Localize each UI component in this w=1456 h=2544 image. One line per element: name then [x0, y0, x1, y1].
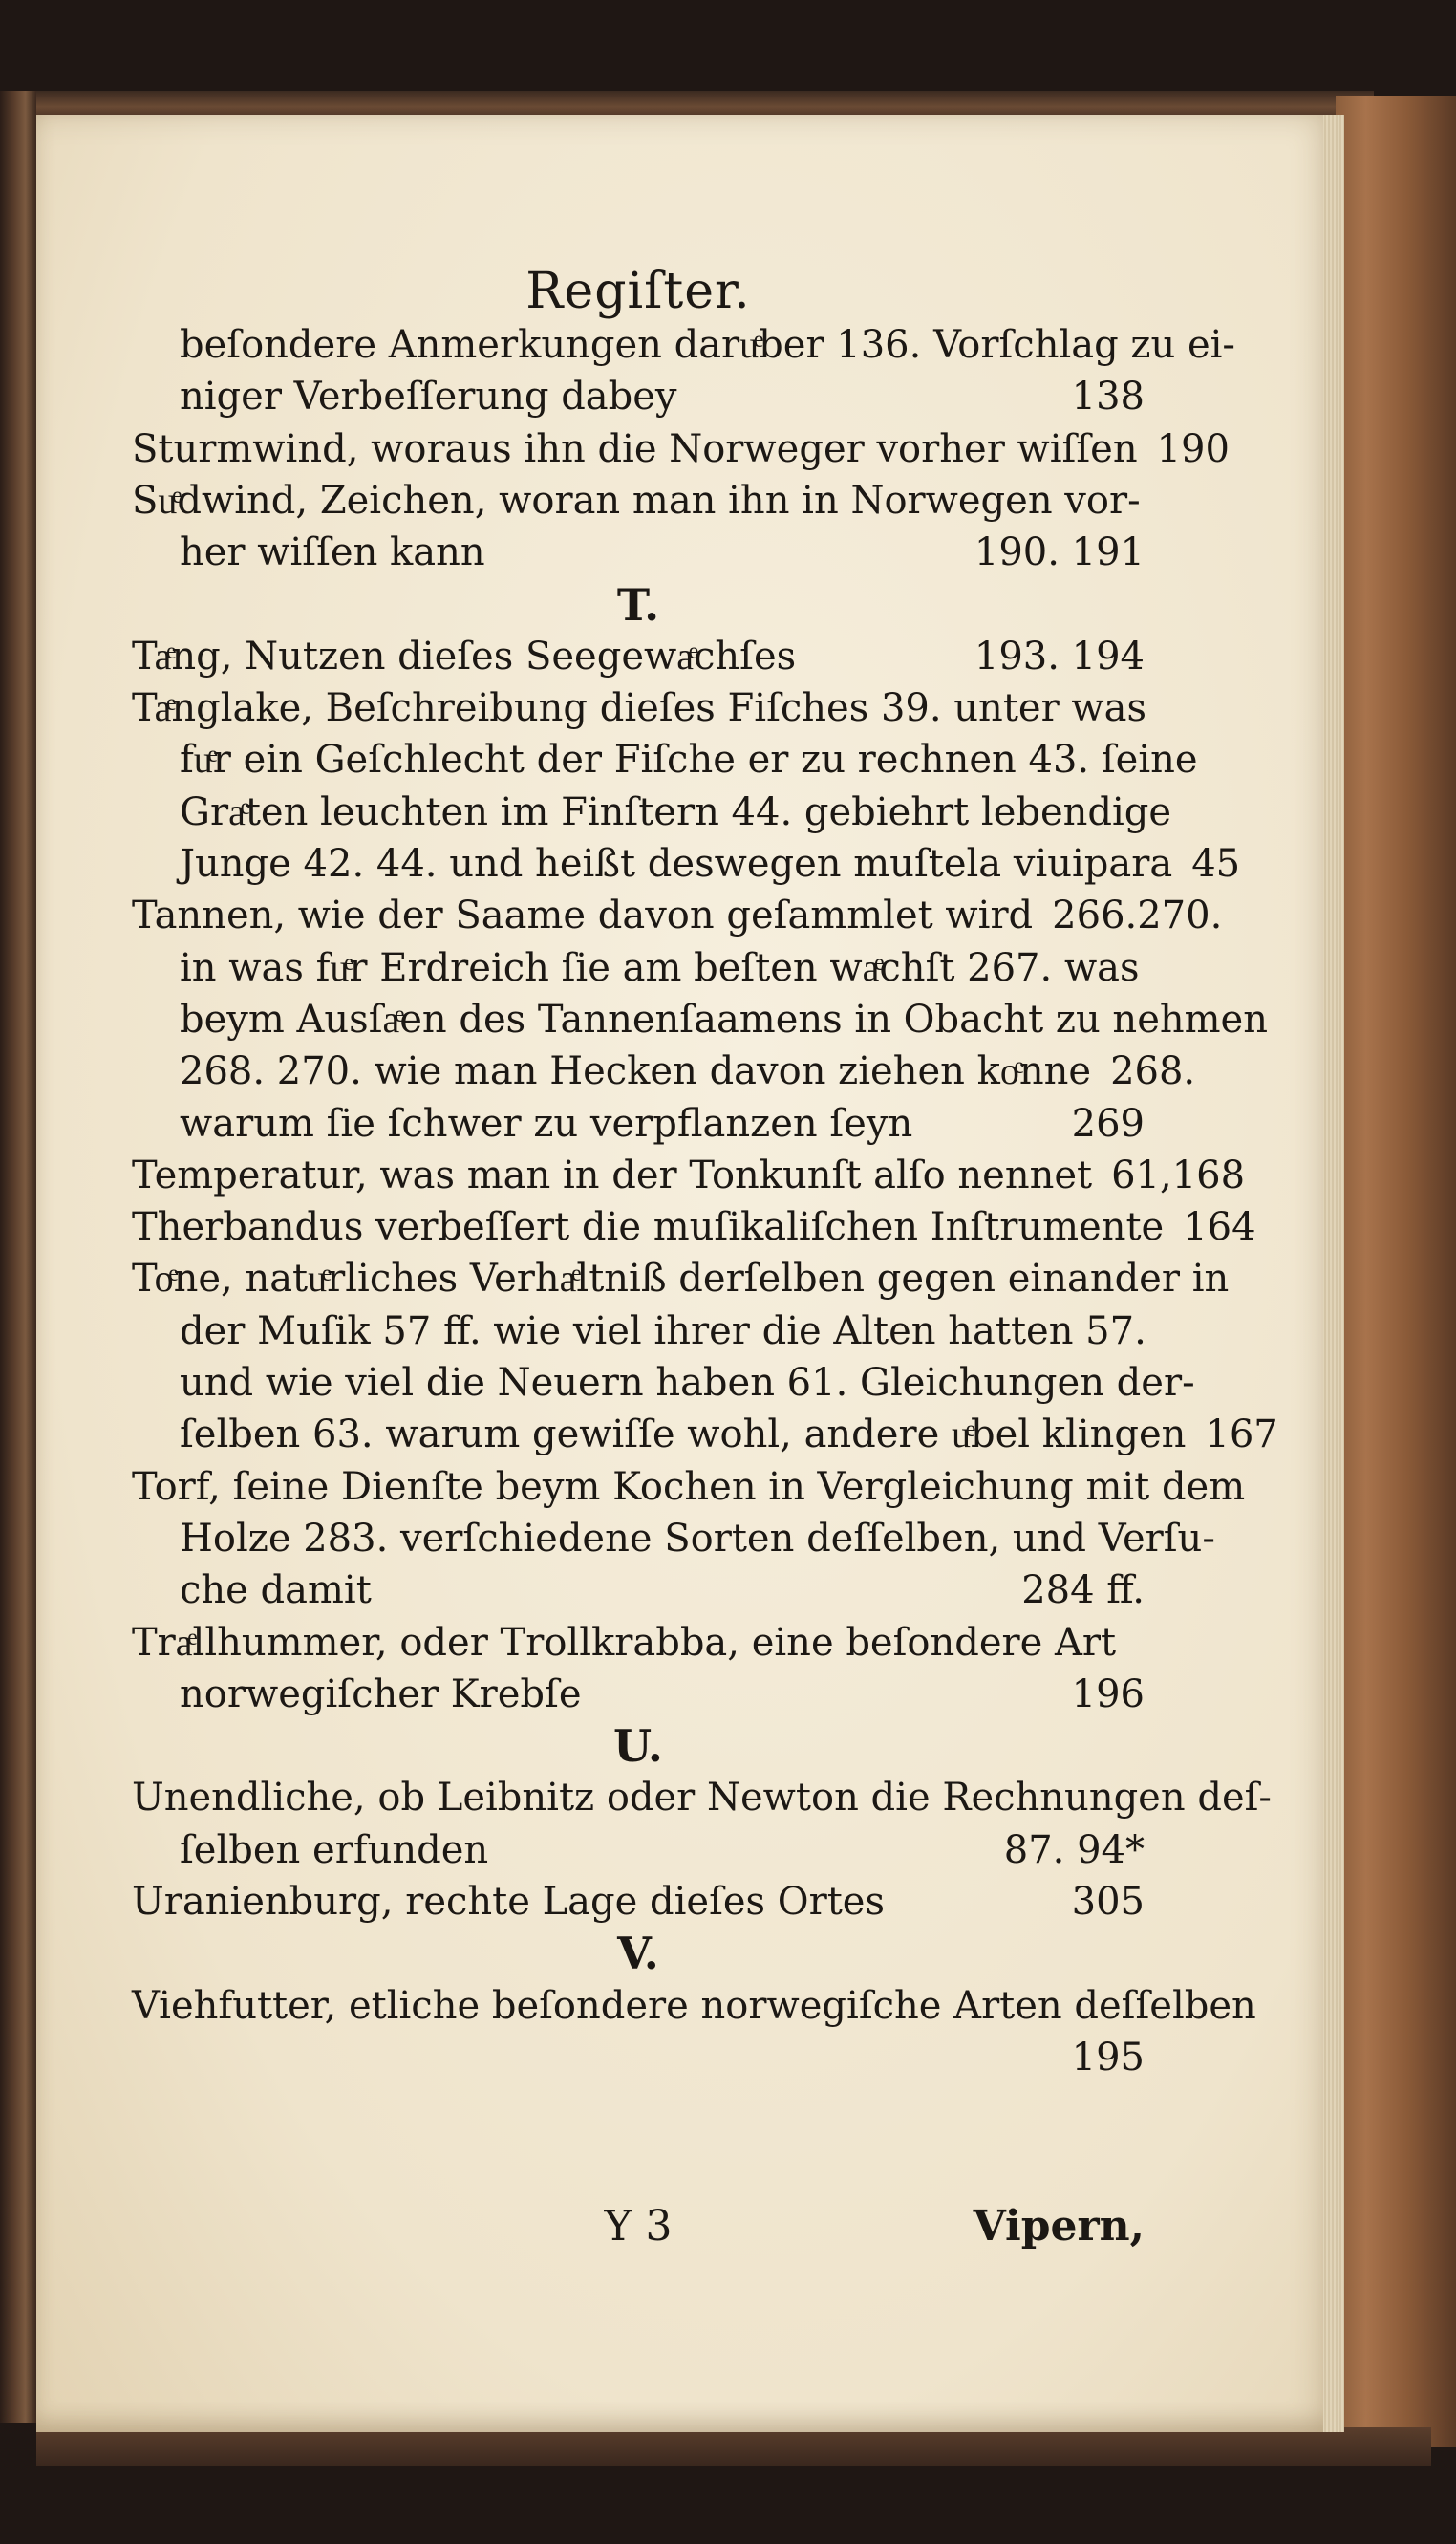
register-line: [132, 1202, 1256, 1252]
register-line: [132, 372, 1145, 421]
entry-text: Suͤdwind, Zeichen, woran man ihn in Norwegen vor-: [132, 479, 1141, 523]
section-letter: T.: [616, 579, 660, 631]
section-letter: U.: [613, 1720, 663, 1772]
page-reference: 269: [1071, 1102, 1145, 1146]
page-title: Regiſter.: [525, 263, 751, 320]
entry-text: Unendliche, ob Leibnitz oder Newton die Rechnungen deſ-: [132, 1776, 1272, 1820]
entry-text: Holze 283. verſchiedene Sorten deſſelben, und Verſu-: [180, 1517, 1215, 1561]
register-line: [132, 1462, 1246, 1512]
entry-text: Traͤllhummer, oder Trollkrabba, eine beſondere Art: [132, 1621, 1117, 1665]
page-reference: 284 ff.: [1021, 1568, 1145, 1612]
register-line: [132, 995, 1268, 1045]
page-reference: 167: [1205, 1412, 1278, 1456]
register-line: [132, 683, 1145, 733]
page-reference: 190: [1156, 427, 1230, 471]
register-line: [132, 528, 1145, 577]
book-binding-left: [0, 91, 36, 2423]
book-cover-right: [1336, 96, 1456, 2447]
entry-text: Taͤnglake, Beſchreibung dieſes Fiſches 39. unter was: [132, 686, 1147, 730]
register-line: [132, 839, 1241, 889]
register-line: [132, 424, 1230, 474]
register-line: [132, 735, 1198, 785]
entry-text: Junge 42. 44. und heißt deswegen muſtela viuipara: [180, 842, 1173, 886]
register-line: [132, 1099, 1145, 1149]
entry-text: und wie viel die Neuern haben 61. Gleichungen der-: [180, 1361, 1195, 1405]
register-line: [132, 1670, 1145, 1719]
page-reference: 45: [1191, 842, 1241, 886]
page-edges: [1323, 115, 1344, 2432]
entry-text: der Muſik 57 ff. wie viel ihrer die Alten hatten 57.: [180, 1309, 1146, 1353]
entry-text: 268. 270. wie man Hecken davon ziehen koͤnne: [180, 1049, 1092, 1093]
entry-text: Temperatur, was man in der Tonkunſt alſo nennet: [132, 1153, 1093, 1197]
page-reference: 195: [1071, 2036, 1145, 2080]
page-reference: 138: [1071, 375, 1145, 419]
page-reference: 268.: [1110, 1049, 1196, 1093]
page-reference: 305: [1071, 1880, 1145, 1924]
register-line: [132, 787, 1172, 837]
register-line: [132, 476, 1145, 526]
entry-text: Uranienburg, rechte Lage dieſes Ortes: [132, 1880, 885, 1924]
register-line: [132, 1306, 1145, 1356]
entry-text: norwegiſcher Krebſe: [180, 1672, 582, 1716]
register-line: [132, 320, 1235, 370]
entry-text: Sturmwind, woraus ihn die Norweger vorher wiſſen: [132, 427, 1138, 471]
entry-text: Graͤten leuchten im Finſtern 44. gebiehrt lebendige: [180, 790, 1172, 834]
register-line: [132, 1877, 1145, 1927]
register-line: [132, 1151, 1246, 1200]
register-line: [132, 1410, 1278, 1459]
register-line: [132, 891, 1223, 940]
entry-text: niger Verbeſſerung dabey: [180, 375, 677, 419]
register-line: [132, 1358, 1195, 1408]
entry-text: Tannen, wie der Saame davon geſammlet wird: [132, 894, 1034, 938]
entry-text: her wiſſen kann: [180, 530, 485, 574]
catchword: Vipern,: [973, 2202, 1145, 2251]
entry-text: beym Ausſaͤen des Tannenſaamens in Obacht zu nehmen: [180, 998, 1268, 1042]
entry-text: Toͤne, natuͤrliches Verhaͤltniß derſelben gegen einander in: [132, 1257, 1230, 1301]
register-line: [132, 1046, 1196, 1096]
entry-text: Viehfutter, etliche beſondere norwegiſche Arten deſſelben: [132, 1984, 1256, 2028]
register-line: [132, 1981, 1256, 2031]
page-footer: [132, 2198, 1145, 2255]
entry-text: beſondere Anmerkungen daruͤber 136. Vorſchlag zu ei-: [180, 323, 1235, 367]
page-reference: 61,168: [1111, 1153, 1246, 1197]
register-line: [132, 1618, 1145, 1668]
book-page: [36, 115, 1338, 2432]
entry-text: in was fuͤr Erdreich ſie am beſten waͤchſt 267. was: [180, 946, 1140, 990]
section-letter: V.: [617, 1928, 659, 1979]
book-cover-bottom: [36, 2427, 1431, 2466]
register-line: [132, 1825, 1145, 1875]
register-line: [132, 1773, 1272, 1822]
entry-text: Taͤng, Nutzen dieſes Seegewaͤchſes: [132, 635, 797, 679]
signature-mark: Y 3: [604, 2202, 673, 2251]
register-line: [132, 632, 1145, 681]
entry-text: Torf, ſeine Dienſte beym Kochen in Vergleichung mit dem: [132, 1465, 1246, 1509]
page-reference: 190. 191: [974, 530, 1145, 574]
page-reference: 87. 94*: [1003, 1828, 1145, 1872]
book-cover-top: [36, 91, 1374, 118]
entry-text: ſelben erfunden: [180, 1828, 489, 1872]
entry-text: Therbandus verbeſſert die muſikaliſchen Inſtrumente: [132, 1205, 1165, 1249]
register-line: [132, 1514, 1215, 1563]
entry-text: ſelben 63. warum gewiſſe wohl, andere uͤbel klingen: [180, 1412, 1187, 1456]
register-line: [132, 943, 1145, 993]
page-reference: 266.270.: [1052, 894, 1223, 938]
entry-text: che damit: [180, 1568, 372, 1612]
entry-text: fuͤr ein Geſchlecht der Fiſche er zu rechnen 43. ſeine: [180, 738, 1198, 782]
page-reference: 164: [1183, 1205, 1256, 1249]
register-line: [132, 1254, 1230, 1304]
register-line: [132, 2033, 1145, 2082]
page-reference: 193. 194: [974, 635, 1145, 679]
entry-text: warum ſie ſchwer zu verpflanzen ſeyn: [180, 1102, 913, 1146]
page-reference: 196: [1071, 1672, 1145, 1716]
register-line: [132, 1565, 1145, 1615]
